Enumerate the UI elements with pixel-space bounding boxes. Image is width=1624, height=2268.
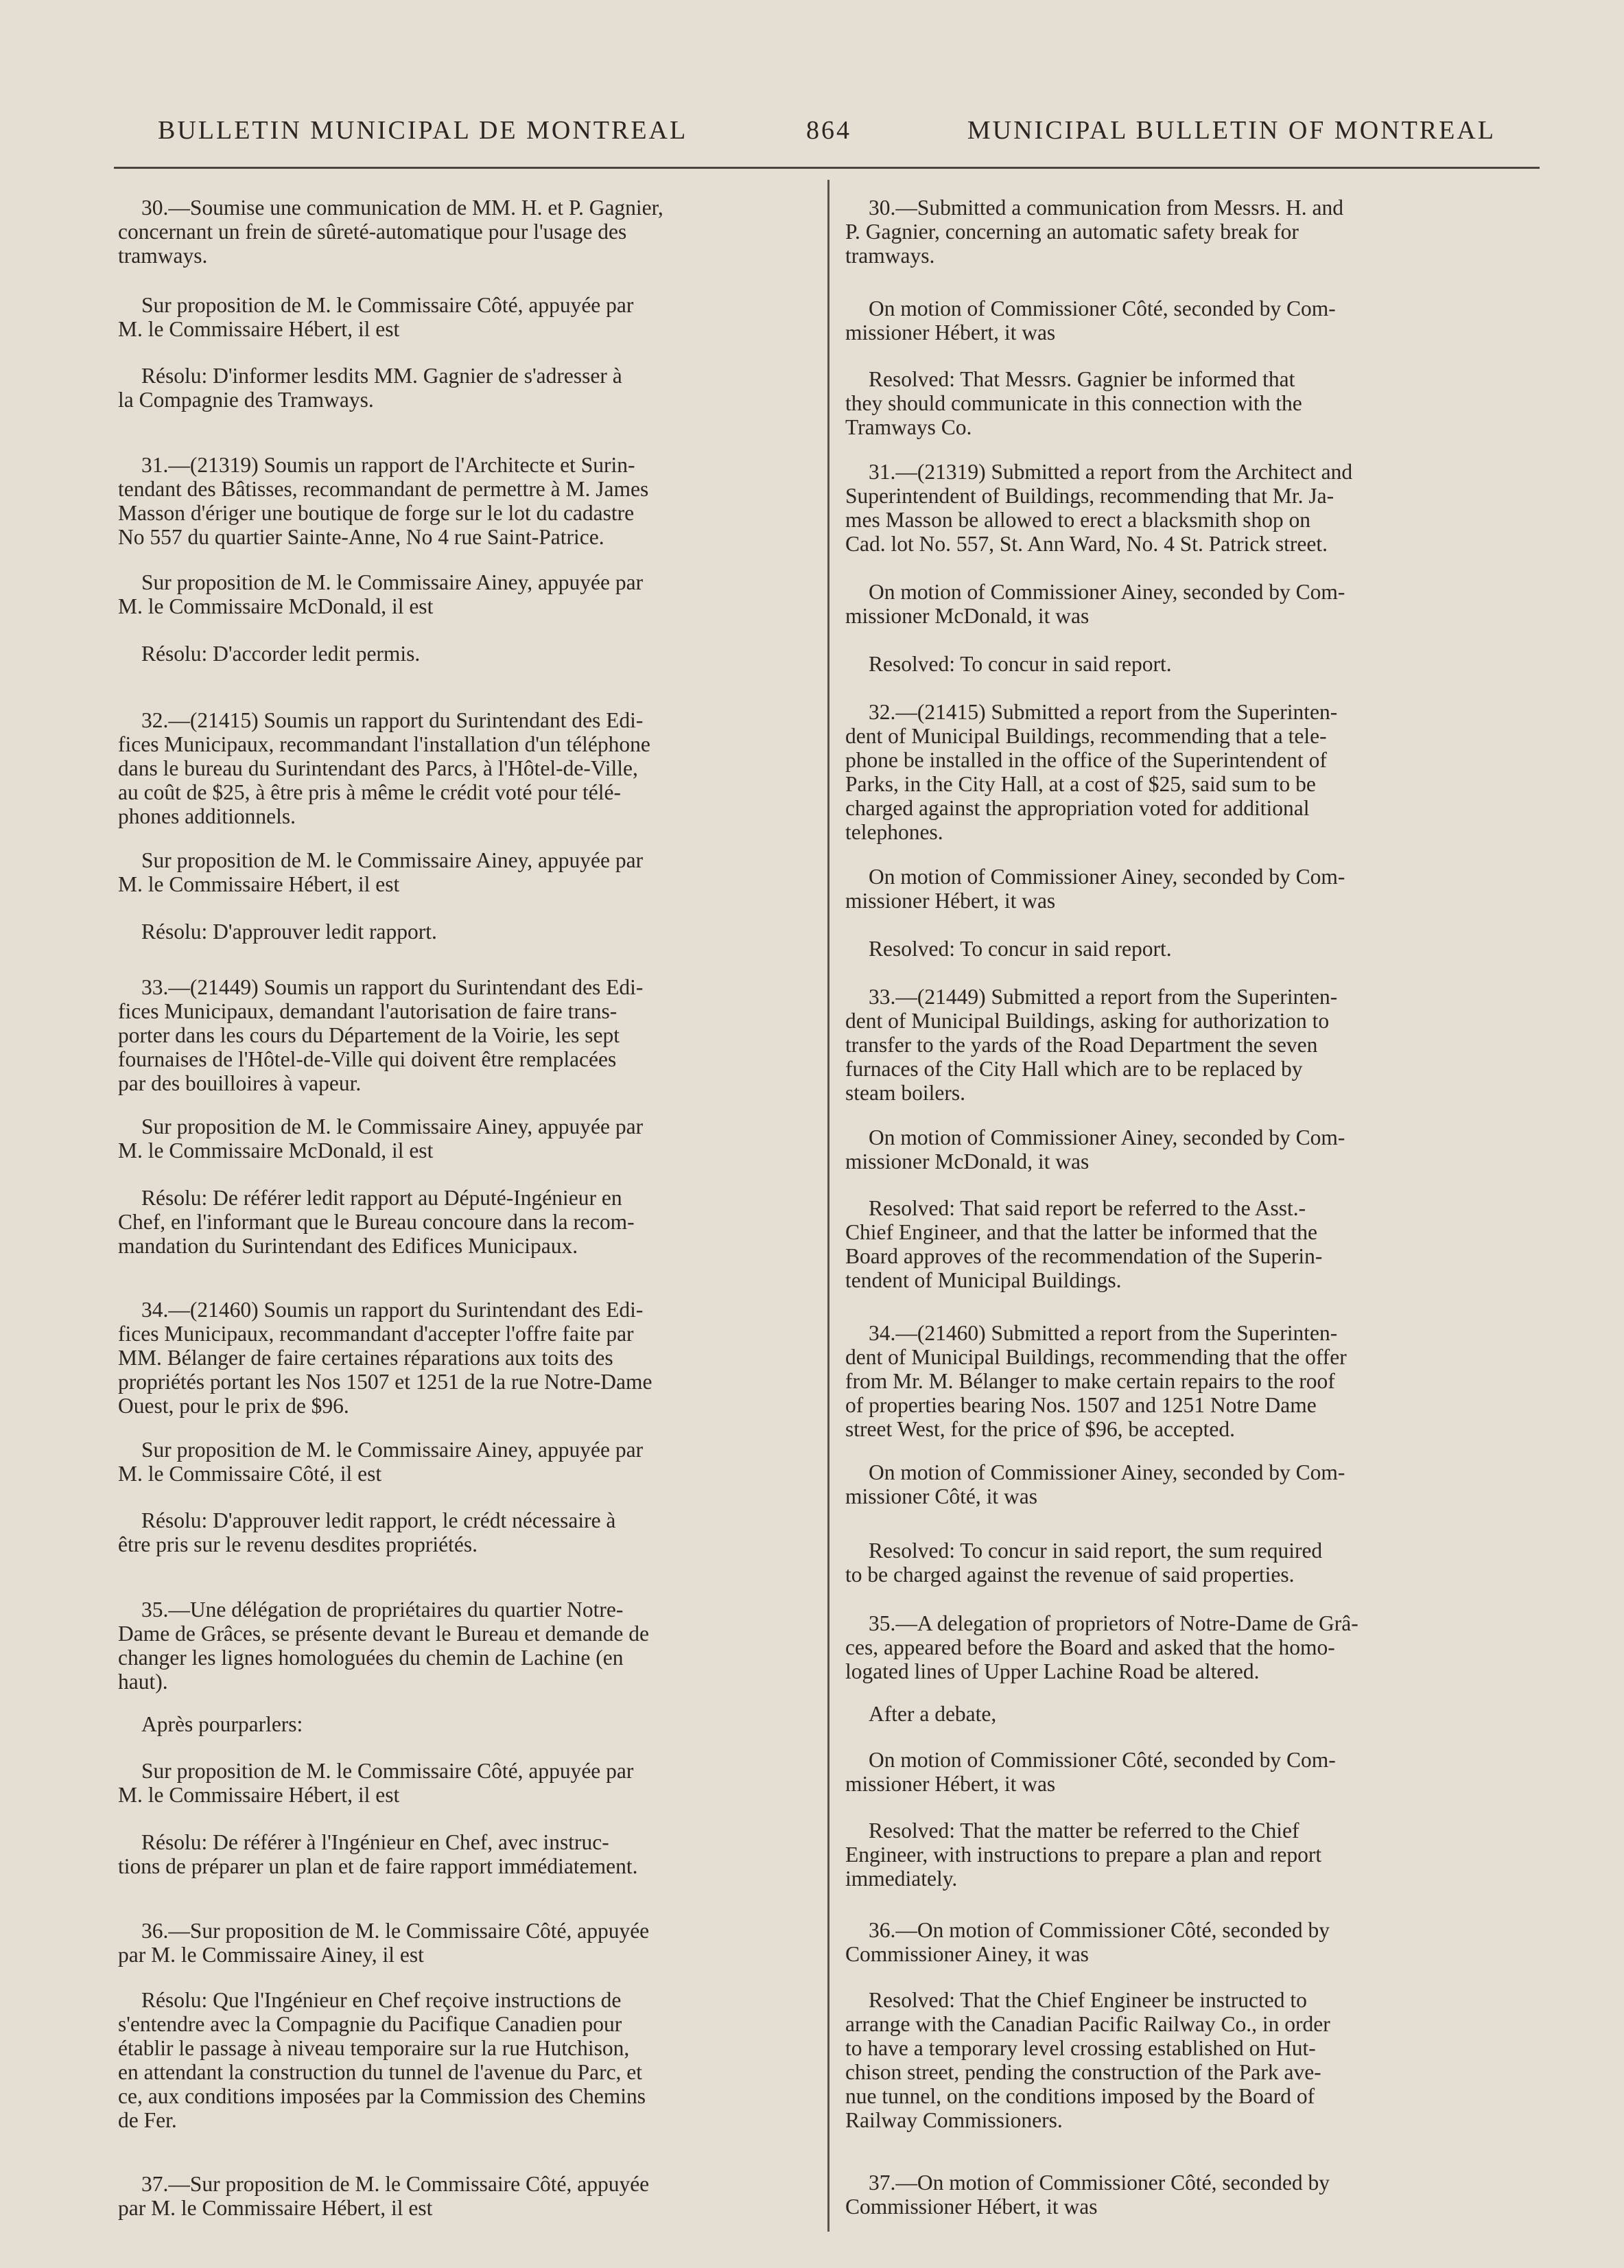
header-title-english: MUNICIPAL BULLETIN OF MONTREAL (967, 116, 1496, 145)
en-paragraph: 35.—A delegation of proprietors of Notre-Dame de Grâ- ces, appeared before the Board and asked that the homo- logated lines of Upper Lachine Road be altered. (845, 1611, 1358, 1683)
en-paragraph: Resolved: To concur in said report, the sum required to be charged against the revenue of said properties. (845, 1539, 1323, 1587)
fr-paragraph: Résolu: D'informer lesdits MM. Gagnier de s'adresser à la Compagnie des Tramways. (118, 364, 622, 412)
en-paragraph: On motion of Commissioner Côté, seconded by Com- missioner Hébert, it was (845, 296, 1336, 344)
fr-paragraph: Résolu: D'approuver ledit rapport, le crédt nécessaire à être pris sur le revenu desdites propriétés. (118, 1508, 616, 1556)
en-paragraph: On motion of Commissioner Ainey, seconded by Com- missioner Côté, it was (845, 1460, 1345, 1508)
en-paragraph: On motion of Commissioner Ainey, seconded by Com- missioner McDonald, it was (845, 580, 1345, 628)
en-paragraph: Resolved: To concur in said report. (869, 652, 1172, 676)
fr-paragraph: 33.—(21449) Soumis un rapport du Surintendant des Edi- fices Municipaux, demandant l'autorisation de faire trans- porter dans les cours du Département de la Voirie, les sept fournaises de l'Hôtel-de-Ville qui doivent être remplacées par des bouilloires à vapeur. (118, 975, 644, 1095)
fr-paragraph: Sur proposition de M. le Commissaire Ainey, appuyée par M. le Commissaire Côté, il est (118, 1438, 644, 1486)
en-paragraph: Resolved: That the Chief Engineer be instructed to arrange with the Canadian Pacific Railway Co., in order to have a temporary level crossing established on Hut- chison street, pending the construction of the Park ave- nue tunnel, on the conditions imposed by the Board of Railway Commissioners. (845, 1988, 1330, 2132)
fr-paragraph: Après pourparlers: (141, 1712, 303, 1736)
fr-paragraph: Résolu: Que l'Ingénieur en Chef reçoive instructions de s'entendre avec la Compagnie du Pacifique Canadien pour établir le passage à niveau temporaire sur la rue Hutchison, en attendant la construction du tunnel de l'avenue du Parc, et ce, aux conditions imposées par la Commission des Chemins de Fer. (118, 1988, 646, 2132)
en-paragraph: 36.—On motion of Commissioner Côté, seconded by Commissioner Ainey, it was (845, 1918, 1330, 1966)
fr-paragraph: 35.—Une délégation de propriétaires du quartier Notre- Dame de Grâces, se présente devant le Bureau et demande de changer les lignes homologuées du chemin de Lachine (en haut). (118, 1598, 650, 1694)
fr-paragraph: 31.—(21319) Soumis un rapport de l'Architecte et Surin- tendant des Bâtisses, recommandant de permettre à M. James Masson d'ériger une boutique de forge sur le lot du cadastre No 557 du quartier Sainte-Anne, No 4 rue Saint-Patrice. (118, 453, 649, 549)
en-paragraph: Resolved: That said report be referred to the Asst.- Chief Engineer, and that the latter be informed that the Board approves of the recommendation of the Superin- tendent of Municipal Buildings. (845, 1196, 1323, 1292)
header-title-french: BULLETIN MUNICIPAL DE MONTREAL (158, 116, 688, 145)
column-divider (827, 180, 829, 2232)
en-paragraph: 31.—(21319) Submitted a report from the Architect and Superintendent of Buildings, recommending that Mr. Ja- mes Masson be allowed to erect a blacksmith shop on Cad. lot No. 557, St. Ann Ward, No. 4 St. Patrick street. (845, 460, 1353, 556)
en-paragraph: Resolved: That the matter be referred to the Chief Engineer, with instructions to prepare a plan and report immediately. (845, 1819, 1322, 1891)
en-paragraph: On motion of Commissioner Côté, seconded by Com- missioner Hébert, it was (845, 1748, 1336, 1796)
fr-paragraph: 32.—(21415) Soumis un rapport du Surintendant des Edi- fices Municipaux, recommandant l'installation d'un téléphone dans le bureau du Surintendant des Parcs, à l'Hôtel-de-Ville, au coût de $25, à être pris à même le crédit voté pour télé- phones additionnels. (118, 708, 650, 828)
en-paragraph: 34.—(21460) Submitted a report from the Superinten- dent of Municipal Buildings, recommending that the offer from Mr. M. Bélanger to make certain repairs to the roof of properties bearing Nos. 1507 and 1251 Notre Dame street West, for the price of $96, be accepted. (845, 1321, 1347, 1441)
en-paragraph: After a debate, (869, 1702, 997, 1726)
fr-paragraph: Sur proposition de M. le Commissaire Ainey, appuyée par M. le Commissaire McDonald, il est (118, 1114, 644, 1162)
fr-paragraph: Sur proposition de M. le Commissaire Côté, appuyée par M. le Commissaire Hébert, il est (118, 1759, 634, 1807)
page-header (158, 115, 1496, 156)
en-paragraph: Resolved: To concur in said report. (869, 937, 1172, 961)
en-paragraph: Resolved: That Messrs. Gagnier be informed that they should communicate in this connection with the Tramways Co. (845, 367, 1302, 439)
header-rule (114, 167, 1540, 169)
page-number: 864 (806, 116, 851, 145)
fr-paragraph: Résolu: De référer à l'Ingénieur en Chef, avec instruc- tions de préparer un plan et de faire rapport immédiatement. (118, 1830, 638, 1878)
fr-paragraph: Sur proposition de M. le Commissaire Ainey, appuyée par M. le Commissaire Hébert, il est (118, 848, 644, 896)
en-paragraph: On motion of Commissioner Ainey, seconded by Com- missioner McDonald, it was (845, 1125, 1345, 1173)
fr-paragraph: Résolu: D'approuver ledit rapport. (141, 920, 437, 944)
en-paragraph: On motion of Commissioner Ainey, seconded by Com- missioner Hébert, it was (845, 865, 1345, 913)
fr-paragraph: 30.—Soumise une communication de MM. H. et P. Gagnier, concernant un frein de sûreté-automatique pour l'usage des tramways. (118, 196, 663, 268)
fr-paragraph: 37.—Sur proposition de M. le Commissaire Côté, appuyée par M. le Commissaire Hébert, il est (118, 2172, 650, 2220)
fr-paragraph: Résolu: D'accorder ledit permis. (141, 642, 421, 666)
fr-paragraph: Sur proposition de M. le Commissaire Ainey, appuyée par M. le Commissaire McDonald, il est (118, 570, 644, 618)
en-paragraph: 30.—Submitted a communication from Messrs. H. and P. Gagnier, concerning an automatic safety break for tramways. (845, 196, 1344, 268)
en-paragraph: 32.—(21415) Submitted a report from the Superinten- dent of Municipal Buildings, recommending that a tele- phone be installed in the office of the Superintendent of Parks, in the City Hall, at a cost of $25, said sum to be charged against the appropriation voted for additional telephones. (845, 700, 1338, 844)
en-paragraph: 37.—On motion of Commissioner Côté, seconded by Commissioner Hébert, it was (845, 2171, 1330, 2219)
fr-paragraph: Résolu: De référer ledit rapport au Député-Ingénieur en Chef, en l'informant que le Bureau concoure dans la recom- mandation du Surintendant des Edifices Municipaux. (118, 1186, 635, 1258)
fr-paragraph: 36.—Sur proposition de M. le Commissaire Côté, appuyée par M. le Commissaire Ainey, il est (118, 1919, 650, 1967)
en-paragraph: 33.—(21449) Submitted a report from the Superinten- dent of Municipal Buildings, asking for authorization to transfer to the yards of the Road Department the seven furnaces of the City Hall which are to be replaced by steam boilers. (845, 985, 1338, 1105)
fr-paragraph: Sur proposition de M. le Commissaire Côté, appuyée par M. le Commissaire Hébert, il est (118, 293, 634, 341)
fr-paragraph: 34.—(21460) Soumis un rapport du Surintendant des Edi- fices Municipaux, recommandant d'accepter l'offre faite par MM. Bélanger de faire certaines réparations aux toits des propriétés portant les Nos 1507 et 1251 de la rue Notre-Dame Ouest, pour le prix de $96. (118, 1298, 652, 1418)
